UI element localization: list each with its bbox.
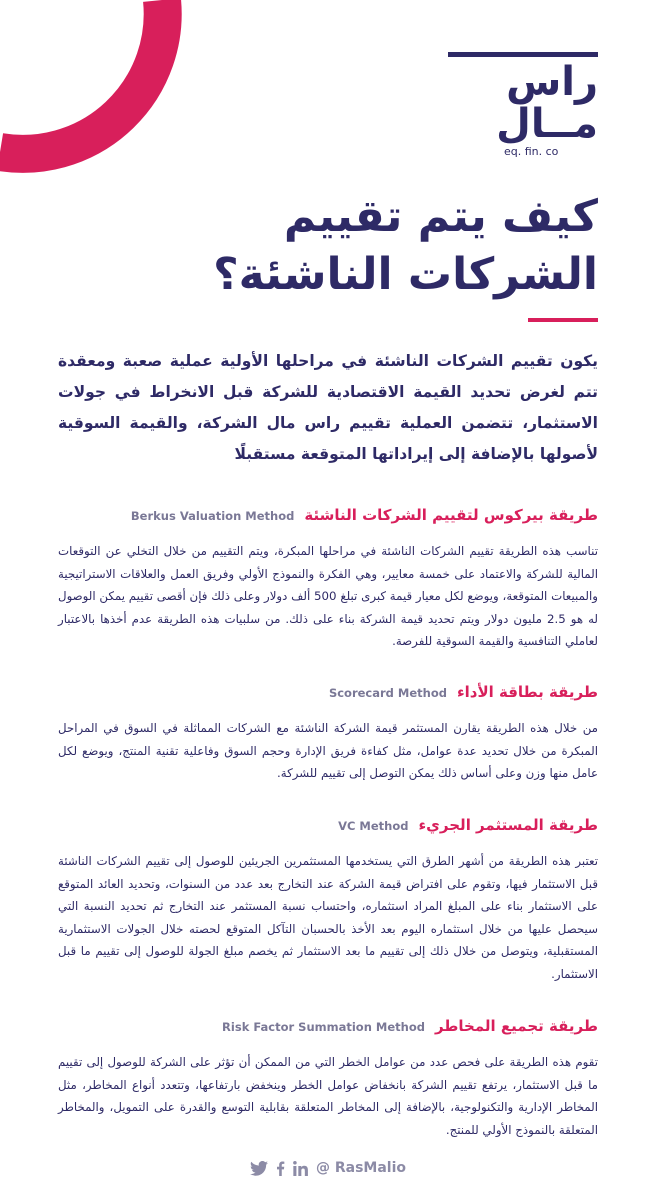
section-title-ar: طريقة بيركوس لتقييم الشركات الناشئة [304, 506, 598, 524]
linkedin-icon[interactable] [293, 1161, 308, 1176]
title-line-2: الشركات الناشئة؟ [213, 249, 598, 300]
section-title-ar: طريقة المستثمر الجريء [418, 816, 598, 834]
intro-paragraph: يكون تقييم الشركات الناشئة في مراحلها الأولية عملية صعبة ومعقدة تتم لغرض تحديد القيمة الاقتصادية للشركة قبل الانخراط في جولات الاستثمار، تتضمن العملية تقييم راس مال الشركة، والقيمة السوقية لأصولها بالإضافة إلى إيراداتها المتوقعة مستقبلًا [58, 352, 598, 463]
facebook-icon[interactable] [276, 1161, 285, 1176]
logo-subtitle: eq. fin. co [504, 145, 559, 158]
section-berkus [58, 506, 598, 653]
section-heading [58, 506, 598, 532]
section-title-en: Berkus Valuation Method [130, 509, 295, 523]
section-body: تناسب هذه الطريقة تقييم الشركات الناشئة في مراحلها المبكرة، ويتم التقييم من خلال التخلي عن التوقعات المالية للشركة والاعتماد على خمسة معايير، وهي الفكرة والنموذج الأولي وفريق العمل والعلاقات الاستراتيجية والمبيعات المتوقعة، ويوضع لكل معيار قيمة كبرى تبلغ 500 ألف دولار وعلى ذلك فإن أقصى تقييم يمكن الوصول له هو 2.5 مليون دولار ويتم تحديد قيمة الشركة بناء على ذلك. من سلبيات هذه الطريقة عدم أخذها بالاعتبار لعاملي التنافسية والقيمة السوقية للفرصة. [58, 544, 599, 648]
section-scorecard [58, 683, 598, 785]
section-title-en: Scorecard Method [328, 686, 447, 700]
logo-name: راس مــال [496, 59, 598, 147]
section-vc [58, 816, 598, 985]
social-handle[interactable]: @ RasMalio [315, 1160, 407, 1176]
title-line-1: كيف يتم تقييم [283, 191, 598, 242]
section-title-ar: طريقة بطاقة الأداء [456, 683, 598, 701]
brand-logo [448, 52, 598, 158]
social-footer [0, 1160, 656, 1176]
section-body: تعتبر هذه الطريقة من أشهر الطرق التي يستخدمها المستثمرين الجريئين للوصول إلى تقييم الشركات الناشئة قبل الاستثمار فيها، وتقوم على افتراض قيمة الشركة عند التخارج بعد عدد من السنوات، وتحديد العائد المتوقع على الاستثمار بناء على المبلغ المراد استثماره، واحتساب نسبة المستثمر عند التخارج ثم تحديد النسبة التي سيحصل عليها من خلال استثماره اليوم بعد الأخذ بالحسبان التآكل المتوقع لحصته خلال الجولات الاستثمارية المستقبلية، ويتوصل من خلال ذلك إلى تقييم ما بعد الاستثمار ثم يخصم مبلغ الجولة للوصول إلى تقييم ما قبل الاستثمار. [58, 854, 598, 981]
section-title-ar: طريقة تجميع المخاطر [434, 1017, 598, 1035]
logo-bar [448, 52, 598, 57]
section-risk-factor [58, 1017, 598, 1141]
decorative-arc [0, 0, 200, 200]
section-heading [58, 683, 598, 709]
section-body: تقوم هذه الطريقة على فحص عدد من عوامل الخطر التي من الممكن أن تؤثر على الشركة للوصول إلى تقييم ما قبل الاستثمار، يرتفع تقييم الشركة بانخفاض عوامل الخطر وينخفض بارتفاعها، وتتعدد أنواع المخاطر، مثل المخاطر الإدارية والتكنولوجية، بالإضافة إلى المخاطر المتعلقة بقابلية التوسع والقدرة على التمويل، والمخاطر المتعلقة بالنموذج الأولي للمنتج. [58, 1055, 598, 1137]
twitter-icon[interactable] [250, 1161, 268, 1176]
title-divider [528, 318, 598, 322]
section-title-en: VC Method [338, 819, 409, 833]
page-title [118, 188, 598, 304]
section-body: من خلال هذه الطريقة يقارن المستثمر قيمة الشركة الناشئة مع الشركات المماثلة في السوق في المراحل المبكرة من خلال تحديد عدة عوامل، مثل كفاءة فريق الإدارة وحجم السوق وفاعلية تقنية المنتج، ويوضع لكل عامل منها وزن وعلى أساس ذلك يمكن التوصل إلى تقييم للشركة. [58, 721, 598, 780]
section-heading [58, 1017, 598, 1043]
section-heading [58, 816, 598, 842]
section-title-en: Risk Factor Summation Method [222, 1020, 425, 1034]
